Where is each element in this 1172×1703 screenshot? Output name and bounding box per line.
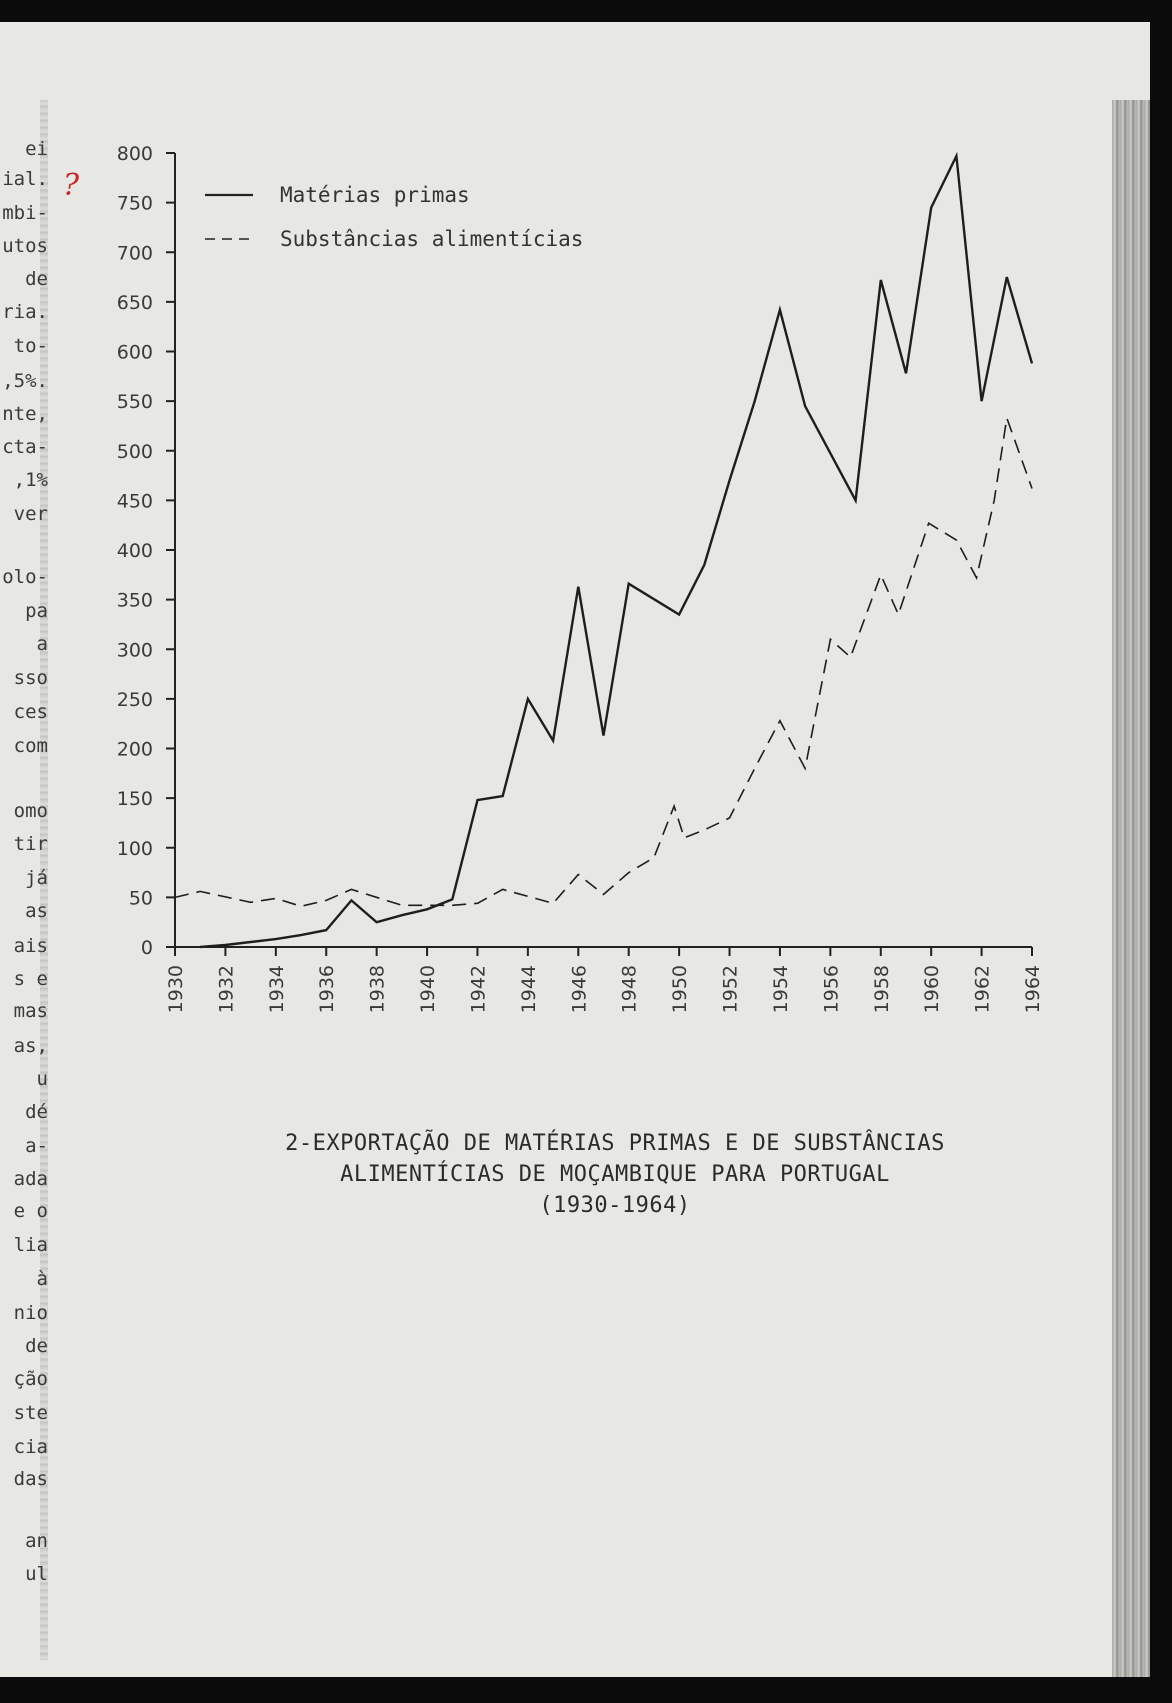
margin-text-fragment: ,5%. [2, 370, 48, 392]
margin-text-fragment: e o [13, 1200, 48, 1222]
y-tick-label: 0 [140, 937, 153, 959]
x-axis-ticks [165, 947, 1044, 1013]
margin-text-fragment: ul [25, 1563, 48, 1585]
margin-text-fragment: ste [13, 1402, 48, 1424]
y-tick-label: 50 [128, 887, 153, 910]
x-tick-label: 1942 [467, 965, 490, 1014]
margin-text-fragment: já [25, 867, 48, 889]
x-tick-label: 1936 [316, 965, 339, 1014]
chart-axes [175, 153, 1032, 947]
margin-text-fragment: à [36, 1268, 48, 1290]
margin-text-fragment: tir [13, 833, 48, 855]
margin-text-fragment: utos [2, 235, 48, 257]
x-tick-label: 1956 [820, 965, 843, 1014]
x-tick-label: 1932 [215, 965, 238, 1014]
margin-text-fragment: ,1% [13, 469, 48, 491]
x-tick-label: 1934 [265, 965, 288, 1014]
y-tick-label: 150 [116, 788, 153, 811]
legend-label-1: Substâncias alimentícias [280, 227, 584, 251]
margin-text-fragment: cia [13, 1436, 48, 1458]
margin-text-fragment: das [13, 1468, 48, 1490]
x-tick-label: 1960 [921, 965, 944, 1014]
margin-text-fragment: a [36, 633, 48, 655]
margin-text-fragment: to- [13, 335, 48, 357]
margin-text-fragment: nte, [2, 403, 48, 425]
legend-label-0: Matérias primas [280, 183, 470, 207]
margin-text-fragment: as, [13, 1035, 48, 1057]
margin-text-fragment: olo- [2, 566, 48, 588]
margin-text-fragment: ria. [2, 301, 48, 323]
y-tick-label: 750 [116, 192, 153, 215]
y-tick-label: 700 [116, 242, 153, 265]
margin-text-fragment: ver [13, 503, 48, 525]
chart-title [150, 1128, 1080, 1221]
margin-text-fragment: nio [13, 1302, 48, 1324]
y-tick-label: 550 [116, 391, 153, 414]
x-tick-label: 1952 [719, 965, 742, 1014]
margin-text-fragment: de [25, 1335, 48, 1357]
y-tick-label: 250 [116, 688, 153, 711]
margin-text-fragment: mas [13, 1000, 48, 1022]
margin-text-fragment: u [36, 1068, 48, 1090]
chart-title-line-2: ALIMENTÍCIAS DE MOÇAMBIQUE PARA PORTUGAL [340, 1162, 890, 1187]
margin-text-fragment: a- [25, 1135, 48, 1157]
x-tick-label: 1940 [417, 965, 440, 1014]
margin-text-fragment: omo [13, 800, 48, 822]
chart-legend [205, 183, 583, 251]
y-tick-label: 650 [116, 291, 153, 314]
y-tick-label: 200 [116, 738, 153, 761]
margin-text-fragment: ção [13, 1368, 48, 1390]
y-tick-label: 600 [116, 341, 153, 364]
margin-text-fragment: dé [25, 1101, 48, 1123]
margin-text-fragment: ada [13, 1168, 48, 1190]
x-tick-label: 1962 [971, 965, 994, 1014]
y-tick-label: 350 [116, 589, 153, 612]
x-tick-label: 1948 [618, 965, 641, 1014]
x-tick-label: 1954 [769, 965, 792, 1014]
x-tick-label: 1944 [517, 965, 540, 1014]
margin-text-fragment: com [13, 735, 48, 757]
margin-text-fragment: ais [13, 935, 48, 957]
chart-series [175, 156, 1032, 947]
series-line-0 [200, 156, 1032, 947]
y-tick-label: 400 [116, 540, 153, 562]
chart-title-line-3: (1930-1964) [539, 1193, 691, 1218]
y-tick-label: 300 [116, 639, 153, 662]
y-tick-label: 500 [116, 440, 153, 463]
margin-text-fragment: ces [13, 701, 48, 723]
margin-text-fragment: s e [13, 968, 48, 990]
x-tick-label: 1930 [165, 965, 187, 1014]
question-mark-annotation: ? [63, 168, 80, 203]
margin-text-fragment: lia [13, 1234, 48, 1256]
margin-text-fragment: cta- [2, 436, 48, 458]
margin-text-fragment: sso [13, 667, 48, 689]
y-tick-label: 800 [116, 143, 153, 165]
margin-text-fragment: de [25, 268, 48, 290]
x-tick-label: 1938 [366, 965, 389, 1014]
x-tick-label: 1946 [568, 965, 591, 1014]
series-line-1 [175, 418, 1032, 906]
chart-title-line-1: 2-EXPORTAÇÃO DE MATÉRIAS PRIMAS E DE SUBSTÂNCIAS [285, 1131, 945, 1156]
margin-text-fragment: an [25, 1530, 48, 1552]
x-tick-label: 1950 [669, 965, 692, 1014]
x-tick-label: 1958 [870, 965, 893, 1014]
x-tick-label: 1964 [1022, 965, 1044, 1014]
margin-text-fragment: as [25, 900, 48, 922]
margin-text-fragment: ial. [2, 168, 48, 190]
y-axis-ticks [117, 143, 175, 959]
y-tick-label: 450 [116, 490, 153, 513]
margin-text-fragment: mbi- [2, 202, 48, 224]
margin-text-fragment: ei [25, 138, 48, 160]
y-tick-label: 100 [116, 837, 153, 860]
margin-text-fragment: pa [25, 600, 48, 622]
